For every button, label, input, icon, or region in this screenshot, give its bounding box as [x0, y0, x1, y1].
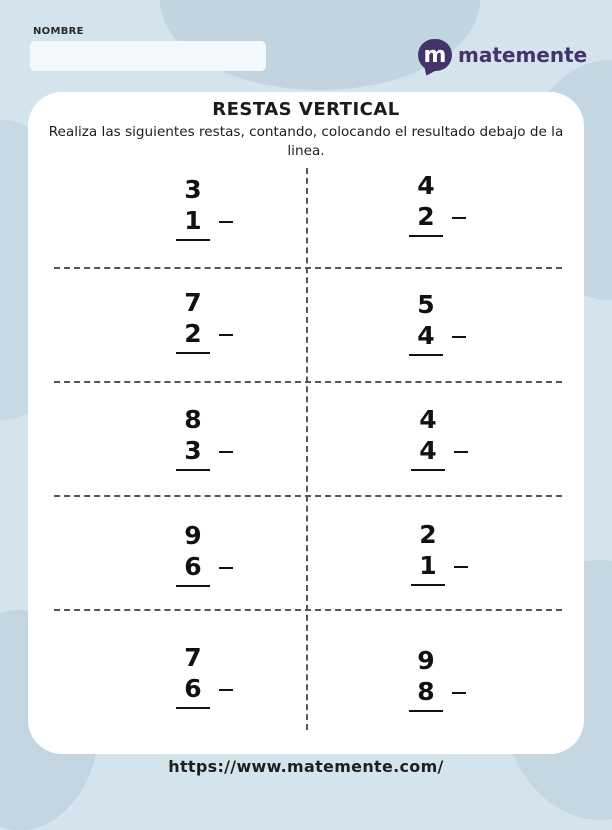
- answer-line[interactable]: [409, 235, 443, 237]
- answer-line[interactable]: [176, 469, 210, 471]
- subtraction-problem: [411, 406, 491, 476]
- row-divider: [54, 609, 562, 611]
- answer-line[interactable]: [176, 352, 210, 354]
- minuend: 8: [184, 405, 202, 434]
- minuend: 4: [419, 405, 437, 434]
- footer-url[interactable]: https://www.matemente.com/: [168, 757, 444, 776]
- subtrahend: 6: [184, 552, 202, 581]
- subtrahend: 4: [419, 436, 437, 465]
- row-divider: [54, 495, 562, 497]
- answer-line[interactable]: [411, 469, 445, 471]
- minus-sign-icon: [452, 336, 466, 338]
- column-divider: [306, 168, 308, 730]
- minus-sign-icon: [219, 451, 233, 453]
- subtrahend: 2: [184, 319, 202, 348]
- row-divider: [54, 267, 562, 269]
- subtraction-problem: [176, 406, 256, 476]
- minuend: 9: [184, 521, 202, 550]
- answer-line[interactable]: [176, 239, 210, 241]
- name-field[interactable]: [30, 41, 266, 71]
- instructions: Realiza las siguientes restas, contando, colocando el resultado debajo de la linea.: [48, 124, 564, 159]
- minuend: 4: [417, 171, 435, 200]
- minus-sign-icon: [219, 334, 233, 336]
- subtrahend: 3: [184, 436, 202, 465]
- minuend: 2: [419, 520, 437, 549]
- answer-line[interactable]: [409, 710, 443, 712]
- answer-line[interactable]: [409, 354, 443, 356]
- subtrahend: 6: [184, 674, 202, 703]
- minuend: 3: [184, 175, 202, 204]
- minus-sign-icon: [452, 217, 466, 219]
- subtraction-problem: [176, 644, 256, 714]
- subtraction-problem: [409, 291, 489, 361]
- minus-sign-icon: [219, 221, 233, 223]
- brand-logo: [418, 37, 587, 73]
- subtraction-problem: [176, 176, 256, 246]
- row-divider: [54, 381, 562, 383]
- minus-sign-icon: [454, 451, 468, 453]
- subtrahend: 1: [419, 551, 437, 580]
- subtraction-problem: [409, 647, 489, 717]
- minus-sign-icon: [219, 567, 233, 569]
- minuend: 5: [417, 290, 435, 319]
- answer-line[interactable]: [176, 707, 210, 709]
- subtrahend: 8: [417, 677, 435, 706]
- minuend: 7: [184, 288, 202, 317]
- speech-bubble-icon: m: [418, 39, 452, 71]
- subtraction-problem: [409, 172, 489, 242]
- name-label: NOMBRE: [33, 26, 84, 37]
- minuend: 9: [417, 646, 435, 675]
- minus-sign-icon: [219, 689, 233, 691]
- subtraction-problem: [411, 521, 491, 591]
- minuend: 7: [184, 643, 202, 672]
- answer-line[interactable]: [176, 585, 210, 587]
- brand-name: matemente: [458, 43, 588, 67]
- subtraction-problem: [176, 522, 256, 592]
- subtrahend: 4: [417, 321, 435, 350]
- answer-line[interactable]: [411, 584, 445, 586]
- subtrahend: 1: [184, 206, 202, 235]
- minus-sign-icon: [452, 692, 466, 694]
- minus-sign-icon: [454, 566, 468, 568]
- subtrahend: 2: [417, 202, 435, 231]
- subtraction-problem: [176, 289, 256, 359]
- page-title: RESTAS VERTICAL: [212, 99, 400, 120]
